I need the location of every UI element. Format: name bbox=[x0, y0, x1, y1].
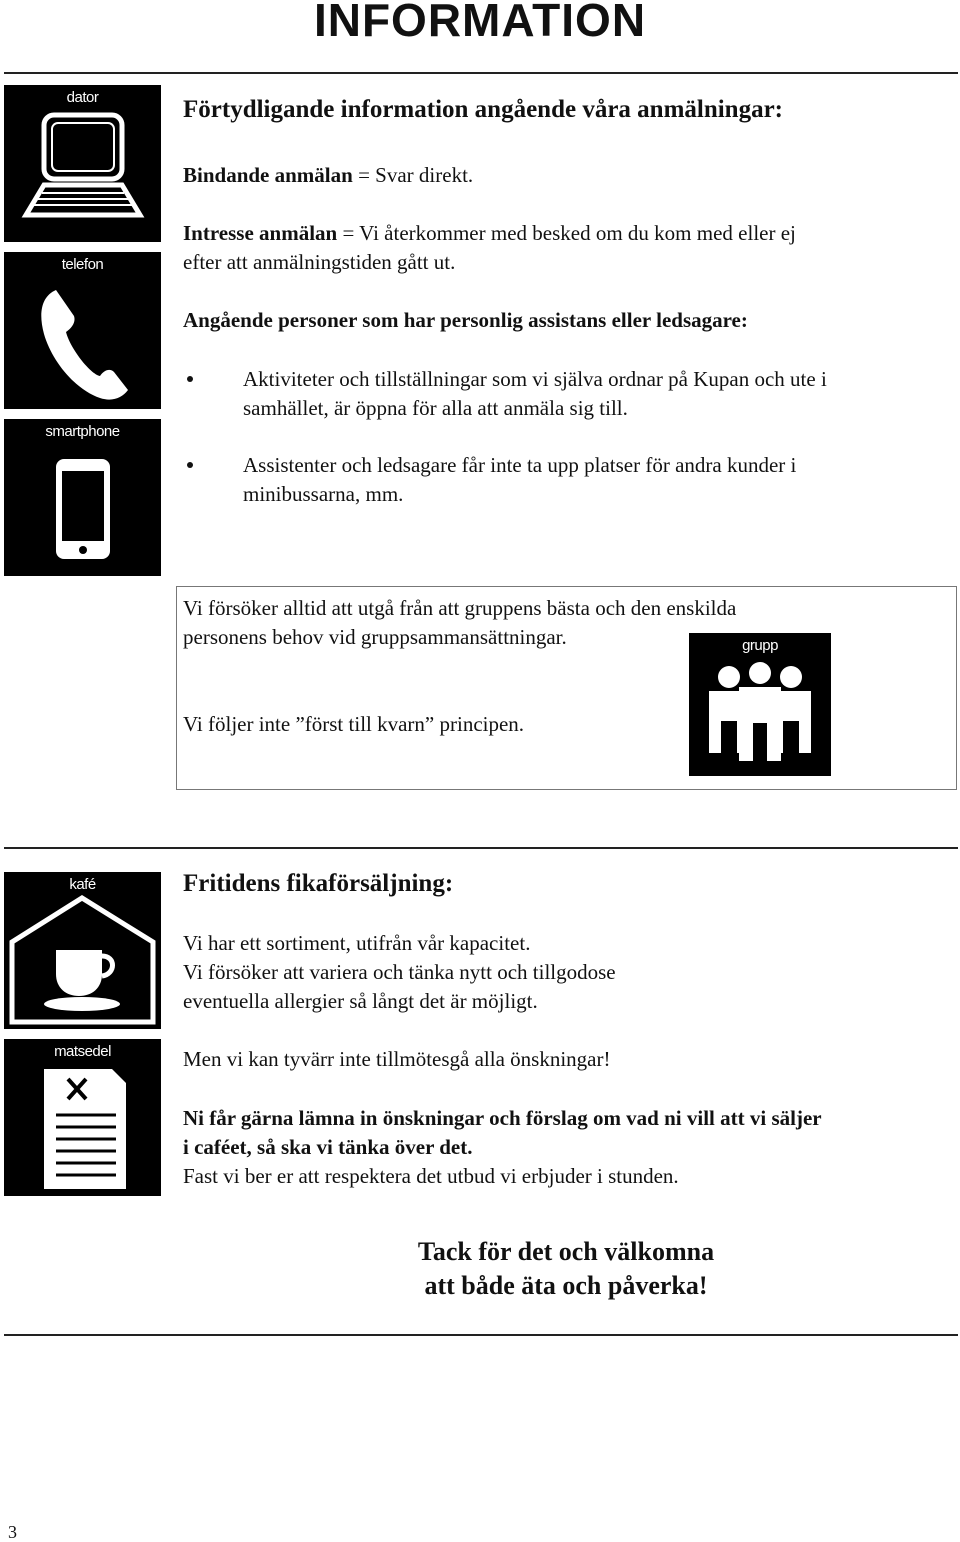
smartphone-label: smartphone bbox=[45, 423, 120, 440]
section2-p1-line-1: Vi har ett sortiment, utifrån vår kapacitet. bbox=[183, 931, 531, 955]
closing-line-1: Tack för det och välkomna bbox=[417, 1237, 715, 1266]
middle-divider bbox=[4, 847, 958, 849]
dator-tile bbox=[4, 85, 161, 242]
intresse-text: = Vi återkommer med besked om du kom med eller ej bbox=[337, 221, 796, 245]
bindande-text: = Svar direkt. bbox=[352, 163, 474, 187]
bullet-2-line-1: Assistenter och ledsagare får inte ta upp platser för andra kunder i bbox=[243, 453, 797, 477]
assistans-heading: Angående personer som har personlig assistans eller ledsagare: bbox=[183, 308, 748, 332]
telefon-label: telefon bbox=[61, 256, 104, 273]
bullet-1-dot bbox=[187, 376, 193, 382]
dator-label: dator bbox=[66, 89, 99, 106]
grupp-label: grupp bbox=[742, 637, 778, 654]
bullet-2-dot bbox=[187, 462, 193, 468]
menu-icon bbox=[4, 1039, 161, 1196]
section2-p1-line-2: Vi försöker att variera och tänka nytt och tillgodose bbox=[183, 960, 616, 984]
cafe-icon bbox=[4, 872, 161, 1029]
grupp-tile bbox=[689, 633, 831, 776]
bottom-divider bbox=[4, 1334, 958, 1336]
group-icon bbox=[689, 633, 831, 776]
kafe-label: kafé bbox=[69, 876, 96, 893]
bullet-1-line-2: samhället, är öppna för alla att anmäla sig till. bbox=[243, 396, 628, 420]
bullet-2-line-2: minibussarna, mm. bbox=[243, 482, 404, 506]
telefon-tile bbox=[4, 252, 161, 409]
matsedel-label: matsedel bbox=[54, 1043, 111, 1060]
smartphone-icon bbox=[4, 419, 161, 576]
page-title: INFORMATION bbox=[313, 0, 647, 46]
section2-p2: Men vi kan tyvärr inte tillmötesgå alla önskningar! bbox=[183, 1047, 611, 1071]
bullet-1-line-1: Aktiviteter och tillställningar som vi själva ordnar på Kupan och ute i bbox=[243, 367, 827, 391]
matsedel-tile bbox=[4, 1039, 161, 1196]
box-line-2: personens behov vid gruppsammansättningar. bbox=[183, 625, 567, 649]
box-line-1: Vi försöker alltid att utgå från att gruppens bästa och den enskilda bbox=[183, 596, 737, 620]
section2-bold-line-1: Ni får gärna lämna in önskningar och förslag om vad ni vill att vi säljer bbox=[183, 1106, 822, 1130]
section1-heading: Förtydligande information angående våra anmälningar: bbox=[183, 96, 784, 123]
kafe-tile bbox=[4, 872, 161, 1029]
box-line-3: Vi följer inte ”först till kvarn” principen. bbox=[183, 712, 525, 736]
bindande-label: Bindande anmälan bbox=[183, 163, 353, 187]
section2-heading: Fritidens fikaförsäljning: bbox=[183, 870, 454, 897]
page-number: 3 bbox=[8, 1522, 17, 1542]
section2-p3: Fast vi ber er att respektera det utbud vi erbjuder i stunden. bbox=[183, 1164, 679, 1188]
top-divider bbox=[4, 72, 958, 74]
intresse-label: Intresse anmälan bbox=[183, 221, 338, 245]
bindande-line bbox=[183, 161, 473, 190]
closing-line-2: att både äta och påverka! bbox=[424, 1271, 708, 1300]
smartphone-tile bbox=[4, 419, 161, 576]
intresse-line-2: efter att anmälningstiden gått ut. bbox=[183, 250, 456, 274]
intresse-line bbox=[183, 219, 796, 248]
section2-bold-line-2: i caféet, så ska vi tänka över det. bbox=[183, 1135, 473, 1159]
phone-icon bbox=[4, 252, 161, 409]
computer-icon bbox=[4, 85, 161, 242]
section2-p1-line-3: eventuella allergier så långt det är möjligt. bbox=[183, 989, 538, 1013]
